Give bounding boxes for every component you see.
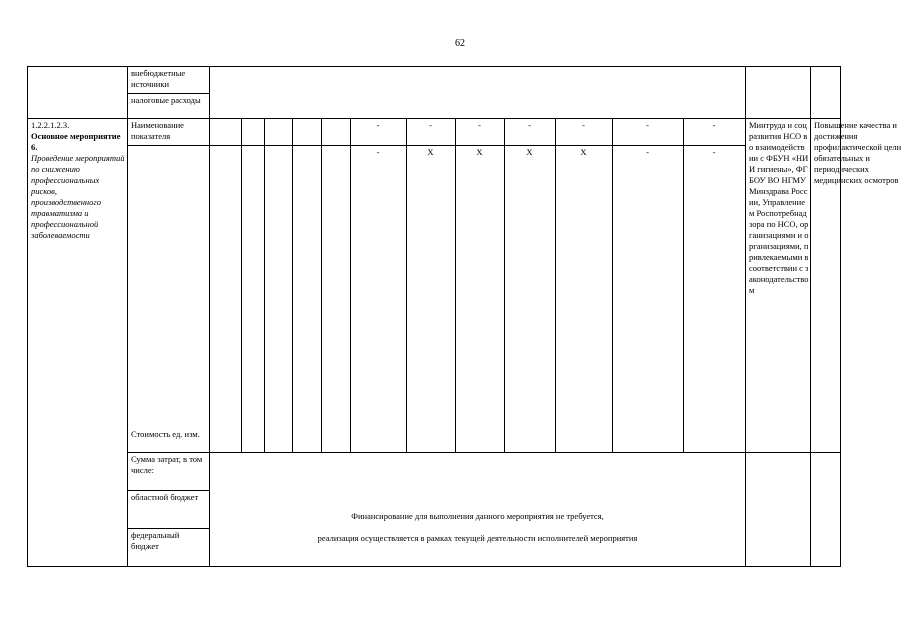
col-divider [504,118,505,453]
table-cell: X [427,147,434,157]
table-cell: - [582,120,585,130]
row-divider-event [27,118,841,119]
total-cost-label: Сумма затрат, в том числе: [131,454,203,475]
financing-note-line-1: Финансирование для выполнения данного мероприятия не требуется, [351,511,604,521]
financing-note-line-2: реализация осуществляется в рамках текущей деятельности исполнителей мероприятия [317,533,638,543]
col-divider-result [810,66,811,567]
col-divider-name [127,66,128,567]
table-cell: - [528,120,531,130]
indicator-name-label: Наименование показателя [131,120,184,141]
table-cell: - [712,147,716,157]
col-divider-executors [745,66,746,567]
col-divider [350,118,351,453]
col-divider [321,118,322,453]
col-divider [612,118,613,453]
row-divider-total [127,452,841,453]
tax-expenses-label: налоговые расходы [131,95,201,105]
row-divider-budget [127,93,209,94]
table-cell: - [429,120,432,130]
col-divider [292,118,293,453]
table-cell: - [376,147,380,157]
row-divider-indicator [127,145,745,146]
table-cell: X [526,147,533,157]
page-number: 62 [455,38,465,49]
executors-text: Минтруда и соцразвития НСО во взаимодействии с ФБУН «НИИ гигиены», ФГБОУ ВО НГМУ Минздрава России, Управлением Роспотребнадзора по НСО, организациями и организациями, привлекаемыми в соответствии с законодательством [749,120,809,295]
col-divider [555,118,556,453]
table-cell: - [478,120,481,130]
col-divider [264,118,265,453]
table-cell: - [646,147,649,157]
col-divider [406,118,407,453]
col-divider [455,118,456,453]
event-description: Проведение мероприятий по снижению профессиональных рисков, производственного травматизма и профессиональной заболеваемости [31,153,125,240]
table-cell: - [646,120,649,130]
unit-cost-label: Стоимость ед. изм. [131,429,200,439]
row-divider-regional [127,490,209,491]
table-cell: X [580,147,587,157]
col-divider-indicator [209,66,210,567]
table-cell: - [376,120,380,130]
table-bottom-border [27,566,841,567]
row-divider-federal [127,528,209,529]
table-cell: X [476,147,483,157]
regional-budget-label: областной бюджет [131,492,199,502]
financing-note [210,500,745,555]
col-divider [683,118,684,453]
table-top-border [27,66,841,67]
table-cell: - [712,120,716,130]
event-code: 1.2.2.1.2.3. [31,120,70,130]
result-text: Повышение качества и достижения профилактической цели обязательных и периодических медицинских осмотров [814,120,902,185]
budget-extra-label: внебюджетные источники [131,68,186,89]
event-title: Основное мероприятие 6. [31,131,121,152]
col-divider [241,118,242,453]
federal-budget-label: федеральный бюджет [131,530,180,551]
table-left-border [27,66,28,567]
